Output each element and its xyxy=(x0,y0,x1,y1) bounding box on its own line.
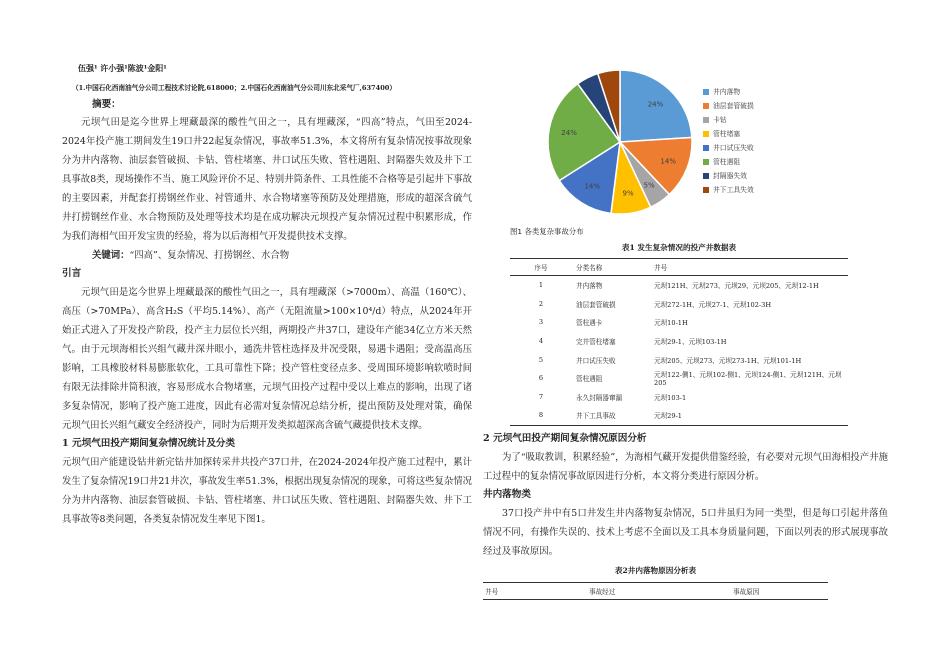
table2-grid xyxy=(483,582,828,600)
legend-label: 管柱遇阻 xyxy=(713,158,741,166)
pie-data-label: 14% xyxy=(660,157,676,166)
legend-item xyxy=(703,127,754,141)
legend-label: 井下工具失效 xyxy=(713,186,754,194)
legend-swatch xyxy=(703,187,709,193)
table2-header-cause: 事故原因 xyxy=(731,583,828,600)
abstract-text: 元坝气田是迄今世界上埋藏最深的酸性气田之一，具有埋藏深，“四高”特点，气田至2024-2024年投产施工期间发生19口井22起复杂情况，事故率51.3%，本文将所有复杂情况按事故现象分为井内落物、油层套管破损、卡钻、管柱堵塞、井口试压失败、管柱遇阻、封隔器失效及井下工具事故8类，现场操作不当、施工风险评价不足、特别井筒条件、工具性能不合格等是引起井下事故的主要因素，并配套打捞钢丝作业、衬管通井、水合物堵塞等预防及处理措施，形成的超深含硫气井打捞钢丝作业、水合物预防及处理等技术均是在成功解决元坝投产复杂情况过程中积累形成，作为我们海相气田开发宝贵的经验，将为以后海相气开发提供技术支撑。 xyxy=(62,117,472,242)
legend-label: 井内落物 xyxy=(713,88,741,96)
chart-legend xyxy=(703,85,754,197)
table1-cell-no: 3 xyxy=(538,318,544,327)
table1-cell-category: 管柱遇卡 xyxy=(576,319,603,328)
pie-data-label: 24% xyxy=(561,128,577,137)
table1-cell-wells: 元坝122-侧1、元坝102-侧1、元坝124-侧1、元坝121H、元坝205 xyxy=(654,371,842,388)
table1-cell-no: 2 xyxy=(538,299,544,308)
left-column xyxy=(62,62,472,529)
right-text-block xyxy=(483,430,888,561)
table-row xyxy=(510,313,848,332)
legend-swatch xyxy=(703,173,709,179)
legend-item xyxy=(703,141,754,155)
legend-swatch xyxy=(703,117,709,123)
table1-header-category: 分类名称 xyxy=(572,259,650,276)
keywords-label: 关键词： xyxy=(92,250,130,261)
table1-cell-category: 永久封隔器窜漏 xyxy=(576,393,623,402)
legend-label: 管柱堵塞 xyxy=(713,130,741,138)
legend-item xyxy=(703,85,754,99)
keywords xyxy=(62,246,472,265)
table1-cell-wells: 元坝29-1 xyxy=(650,406,848,425)
table1-cell-no: 5 xyxy=(538,355,544,364)
authors: 伍强¹ 许小强¹陈波¹金阳¹ xyxy=(78,63,167,73)
table1-cell-no: 6 xyxy=(538,374,544,383)
legend-swatch xyxy=(703,89,709,95)
pie-data-label: 24% xyxy=(647,100,664,109)
intro-paragraph: 元坝气田是迄今世界上埋藏最深的酸性气田之一，具有埋藏深（>7000m）、高温（160℃）、高压（>70MPa）、高含H₂S（平均5.14%）、高产（无阻流量>100×10⁴/d）特点，从2024年开始正式进入了开发投产阶段，投产主力层位长兴组，两期投产井37口，建设年产能34亿立方米天然气。由于元坝海相长兴组气藏井深井眼小，通洗井管柱选择及井况受限，易遇卡遇阻；受高温高压影响，工具橡胶材料易膨胀软化，工具可靠性下降；投产管柱变径点多、受周围环境影响软喷时间有限无法排除井筒积液，容易形成水合物堵塞，元坝气田投产过程中受以上难点的影响，出现了诸多复杂情况，影响了投产施工进度，因此有必需对复杂情况总结分析，提出预防及处理对策，确保元坝气田长兴组气藏安全经济投产，同时为后期开发类拟超深高含硫气藏提供技术支撑。 xyxy=(62,287,472,431)
legend-item xyxy=(703,99,754,113)
abstract-label: 摘要： xyxy=(92,99,121,110)
table1-cell-wells: 元坝10-1H xyxy=(654,319,688,328)
table1-cell-no: 4 xyxy=(538,337,544,346)
intro-heading: 引言 xyxy=(62,268,82,279)
legend-item xyxy=(703,113,754,127)
table1-header-wells: 井号 xyxy=(650,259,848,276)
table1-cell-category: 井内落物 xyxy=(576,282,603,291)
table2-header-well: 井号 xyxy=(483,583,587,600)
table1-cell-category: 井口试压失败 xyxy=(576,356,616,365)
table2-caption: 表2井内落物原因分析表 xyxy=(614,566,697,575)
table-1 xyxy=(510,242,848,426)
figure-caption: 图1 各类复杂事故分布 xyxy=(510,227,584,236)
table1-cell-wells: 元坝205、元坝273、元坝273-1H、元坝101-1H xyxy=(654,356,802,365)
section2-sub1-heading: 井内落物类 xyxy=(483,489,531,500)
table2-header-process: 事故经过 xyxy=(587,583,731,600)
table1-caption: 表1 发生复杂情况的投产井数据表 xyxy=(621,243,737,252)
table-row xyxy=(510,295,848,314)
pie-data-label: 9% xyxy=(622,189,634,198)
pie-data-label: 5% xyxy=(643,181,655,190)
table1-cell-wells: 元坝272-1H、元坝27-1、元坝102-3H xyxy=(654,300,772,309)
pie-chart xyxy=(545,62,695,222)
legend-label: 井口试压失败 xyxy=(713,144,754,152)
table1-cell-category: 完井管柱堵塞 xyxy=(576,338,616,347)
legend-swatch xyxy=(703,103,709,109)
table1-cell-category: 井下工具事故 xyxy=(572,406,650,425)
legend-swatch xyxy=(703,131,709,137)
table1-grid xyxy=(510,258,848,426)
table1-cell-wells: 元坝121H、元坝273、元坝29、元坝205、元坝12-1H xyxy=(654,282,819,291)
section2-sub1-paragraph: 37口投产井中有5口井发生井内落物复杂情况，5口井虽归为同一类型，但是每口引起井落鱼情况不同，有操作失误的、技术上考虑不全面以及工具本身质量问题，下面以列表的形式展现事故经过及事故原因。 xyxy=(483,508,888,557)
legend-item xyxy=(703,183,754,197)
table1-cell-no: 7 xyxy=(538,392,544,401)
legend-label: 油层套管破损 xyxy=(713,102,754,110)
table1-cell-category: 油层套管破损 xyxy=(576,300,616,309)
table-row xyxy=(510,332,848,351)
table1-header-no: 序号 xyxy=(510,259,572,276)
table1-cell-wells: 元坝103-1 xyxy=(654,393,687,402)
pie-data-label: 14% xyxy=(584,182,601,191)
keywords-text: “四高”、复杂情况、打捞钢丝、水合物 xyxy=(129,250,290,261)
table-row xyxy=(510,350,848,369)
legend-swatch xyxy=(703,159,709,165)
figure-1 xyxy=(545,62,805,222)
legend-label: 卡钻 xyxy=(713,116,727,124)
table-row xyxy=(510,388,848,407)
table1-cell-no: 8 xyxy=(510,406,572,425)
table-row xyxy=(510,406,848,425)
affiliation: （1.中国石化西南油气分公司工程技术讨论院,618000；2.中国石化西南油气分公司川东北采气厂,637400） xyxy=(72,84,396,92)
section1-heading: 1 元坝气田投产期间复杂情况统计及分类 xyxy=(62,438,236,449)
table1-cell-category: 管柱遇阻 xyxy=(576,375,603,384)
table-2 xyxy=(483,565,828,600)
legend-label: 封隔器失效 xyxy=(713,172,747,180)
table-row xyxy=(510,369,848,388)
section2-heading: 2 元坝气田投产期间复杂情况原因分析 xyxy=(483,433,647,444)
table1-cell-no: 1 xyxy=(538,281,544,290)
legend-item xyxy=(703,155,754,169)
section2-paragraph: 为了“吸取教训，积累经验”，为海相气藏开发提供借鉴经验，有必要对元坝气田海相投产井施工过程中的复杂情况事故原因进行分析，本文将分类进行原因分析。 xyxy=(483,452,888,482)
section1-paragraph: 元坝气田产能建设钻井新完钻井加探转采井共投产37口井，在2024-2024年投产施工过程中，累计发生了复杂情况19口井21井次，事故发生率51.3%，根据出现复杂情况的现象，可将这些复杂情况分为井内落物、油层套管破损、卡钻、管柱堵塞、井口试压失败、管柱遇阻、封隔器失效、井下工具事故等8类问题，各类复杂情况发生率见下图1。 xyxy=(62,457,472,525)
legend-item xyxy=(703,169,754,183)
legend-swatch xyxy=(703,145,709,151)
table1-cell-wells: 元坝29-1、元坝103-1H xyxy=(654,338,727,347)
table-row xyxy=(510,276,848,295)
